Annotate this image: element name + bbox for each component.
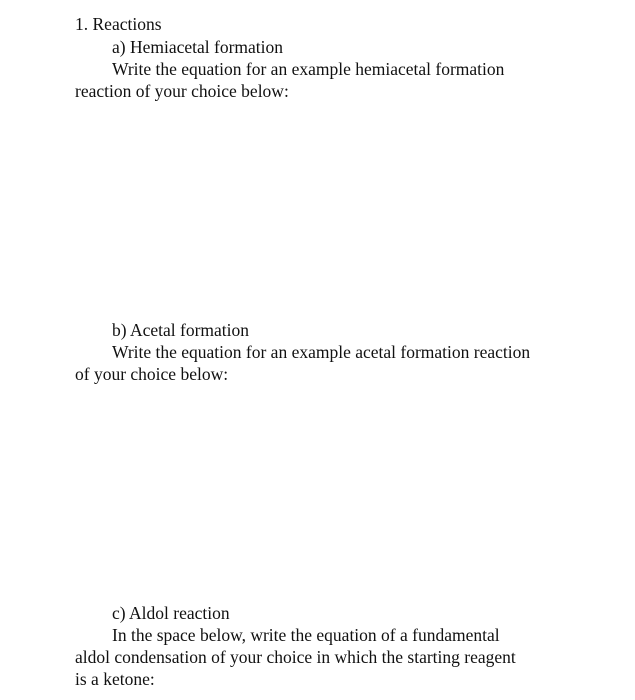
part-a-title: a) Hemiacetal formation xyxy=(112,37,284,57)
part-a-prompt-line2: reaction of your choice below: xyxy=(75,81,289,101)
part-b-prompt-line1: Write the equation for an example acetal formation reaction xyxy=(112,342,531,362)
part-c-prompt-line2: aldol condensation of your choice in which the starting reagent xyxy=(75,647,516,667)
part-c-prompt-line1: In the space below, write the equation of a fundamental xyxy=(112,625,500,645)
part-b-prompt-line2: of your choice below: xyxy=(75,364,229,384)
part-c-title: c) Aldol reaction xyxy=(112,603,230,623)
part-a-prompt-line1: Write the equation for an example hemiacetal formation xyxy=(112,59,505,79)
part-c-prompt-line3: is a ketone: xyxy=(75,669,155,689)
question-heading: 1. Reactions xyxy=(75,14,162,34)
part-b-title: b) Acetal formation xyxy=(112,320,250,340)
